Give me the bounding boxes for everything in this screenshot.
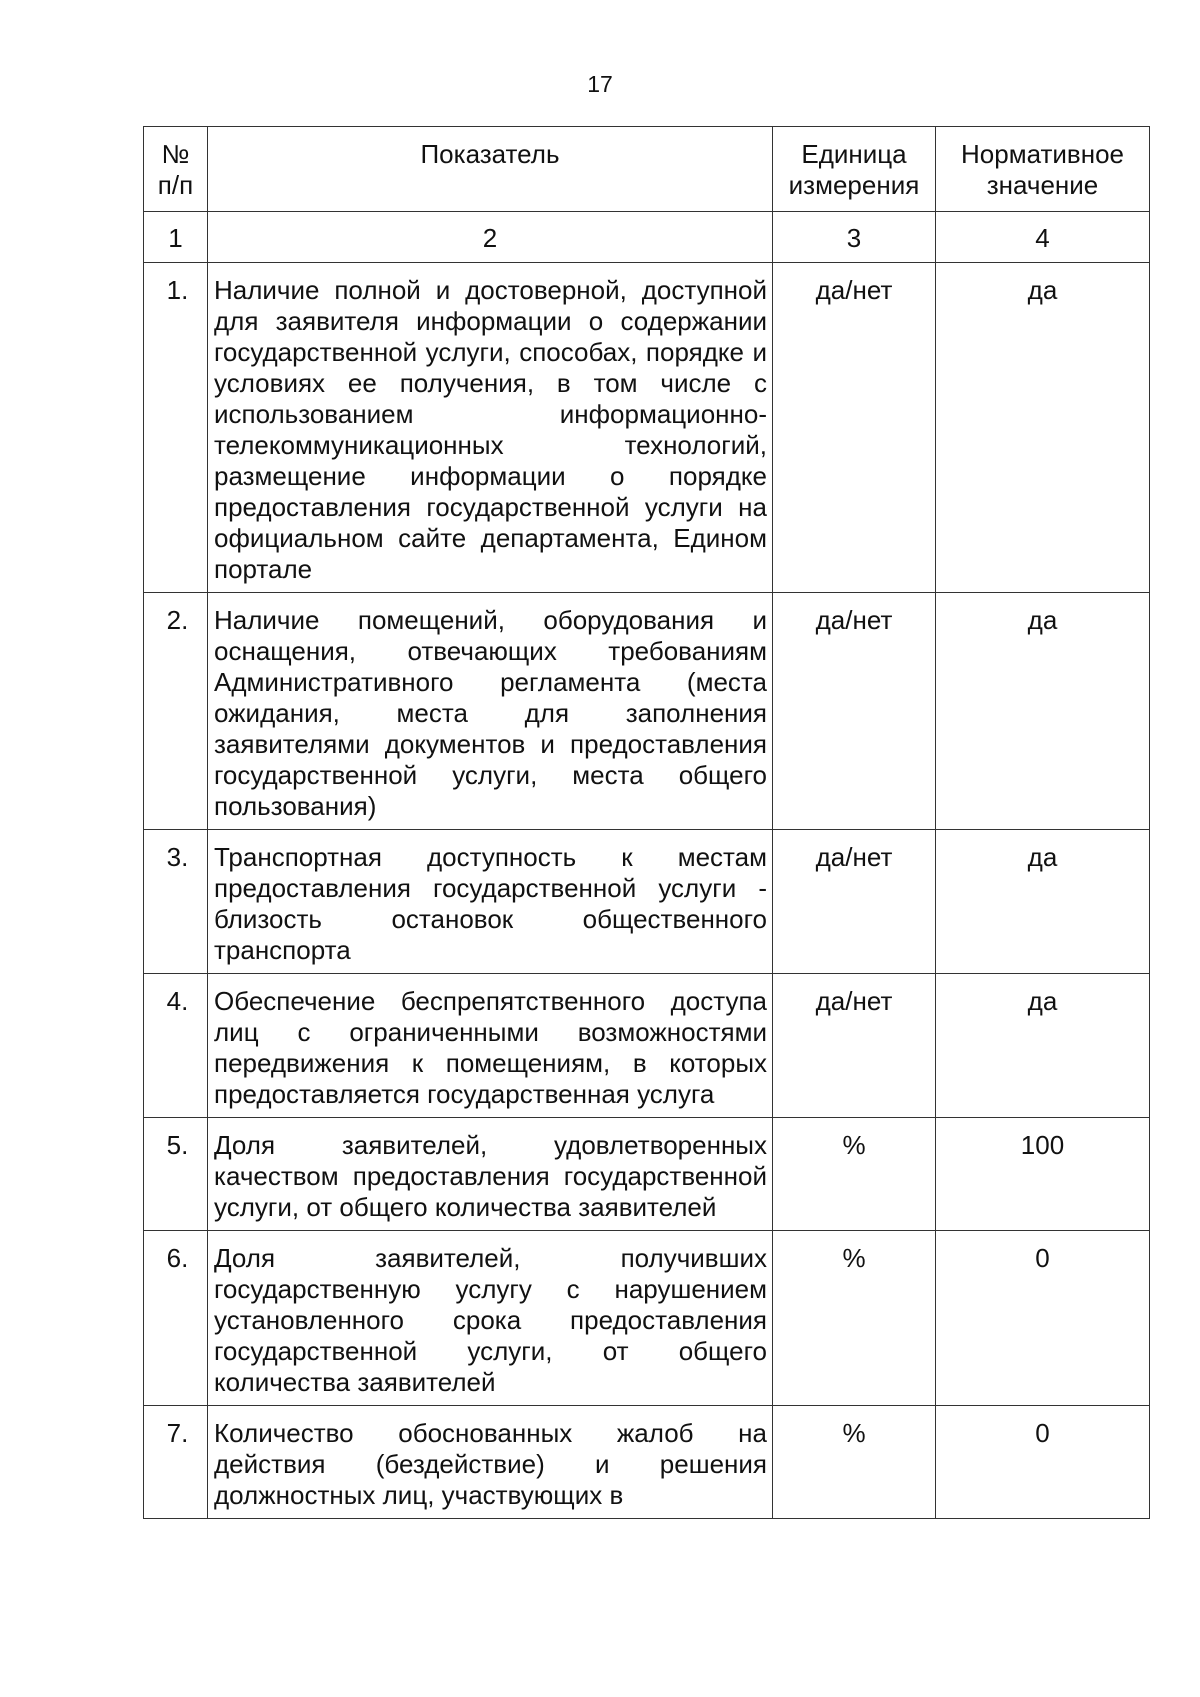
row-unit: да/нет	[773, 263, 936, 593]
row-number: 3.	[144, 830, 208, 974]
row-indicator-text: Доля заявителей, удовлетворенных качеством предоставления государственной услуги, от общего количества заявителей	[214, 1130, 767, 1222]
row-value: да	[936, 974, 1150, 1118]
row-unit: %	[773, 1406, 936, 1519]
column-number-2: 2	[208, 212, 773, 263]
row-number: 6.	[144, 1231, 208, 1406]
row-number: 2.	[144, 593, 208, 830]
row-indicator	[208, 1406, 773, 1519]
table-row	[144, 593, 1150, 830]
column-number-3: 3	[773, 212, 936, 263]
row-value: да	[936, 830, 1150, 974]
header-num-line-2: п/п	[157, 170, 194, 200]
row-indicator-text: Наличие полной и достоверной, доступной для заявителя информации о содержании государственной услуги, способах, порядке и условиях ее получения, в том числе с использованием информационно-телекоммуникационных технологий, размещение информации о порядке предоставления государственной услуги на официальном сайте департамента, Едином портале	[214, 275, 767, 584]
row-indicator	[208, 830, 773, 974]
row-indicator	[208, 1231, 773, 1406]
table-row	[144, 263, 1150, 593]
row-number: 4.	[144, 974, 208, 1118]
page-number: 17	[587, 71, 613, 97]
header-num	[144, 127, 208, 212]
row-indicator-text: Обеспечение беспрепятственного доступа лиц с ограниченными возможностями передвижения к помещениям, в которых предоставляется государственная услуга	[214, 986, 767, 1109]
row-unit: да/нет	[773, 830, 936, 974]
table-row	[144, 1118, 1150, 1231]
row-indicator	[208, 593, 773, 830]
row-indicator-text: Наличие помещений, оборудования и оснащения, отвечающих требованиям Административного регламента (места ожидания, места для заполнения заявителями документов и предоставления государственной услуги, места общего пользования)	[214, 605, 767, 821]
header-num-line-1: №	[161, 139, 190, 169]
table-row	[144, 974, 1150, 1118]
row-indicator-text: Доля заявителей, получивших государственную услугу с нарушением установленного срока предоставления государственной услуги, от общего количества заявителей	[214, 1243, 767, 1397]
row-unit: да/нет	[773, 593, 936, 830]
row-indicator-text: Транспортная доступность к местам предоставления государственной услуги - близость остановок общественного транспорта	[214, 842, 767, 965]
row-value: да	[936, 593, 1150, 830]
header-unit	[773, 127, 936, 212]
row-indicator	[208, 974, 773, 1118]
row-number: 5.	[144, 1118, 208, 1231]
row-value: 0	[936, 1231, 1150, 1406]
row-unit: %	[773, 1231, 936, 1406]
row-indicator	[208, 1118, 773, 1231]
column-number-row	[144, 212, 1150, 263]
header-value-line-1: Нормативное	[961, 139, 1124, 169]
header-indicator	[208, 127, 773, 212]
table-row	[144, 1231, 1150, 1406]
table-row	[144, 830, 1150, 974]
row-unit: %	[773, 1118, 936, 1231]
row-value: 0	[936, 1406, 1150, 1519]
row-number: 7.	[144, 1406, 208, 1519]
row-indicator	[208, 263, 773, 593]
table-header-row	[144, 127, 1150, 212]
table-row	[144, 1406, 1150, 1519]
row-indicator-text: Количество обоснованных жалоб на действия (бездействие) и решения должностных лиц, участвующих в	[214, 1418, 767, 1510]
header-unit-line-2: измерения	[788, 170, 920, 200]
row-value: 100	[936, 1118, 1150, 1231]
header-indicator-label: Показатель	[420, 139, 560, 169]
header-value	[936, 127, 1150, 212]
row-value: да	[936, 263, 1150, 593]
column-number-4: 4	[936, 212, 1150, 263]
row-unit: да/нет	[773, 974, 936, 1118]
row-number: 1.	[144, 263, 208, 593]
header-value-line-2: значение	[986, 170, 1099, 200]
indicators-table	[143, 126, 1150, 1519]
column-number-1: 1	[144, 212, 208, 263]
header-unit-line-1: Единица	[801, 139, 907, 169]
